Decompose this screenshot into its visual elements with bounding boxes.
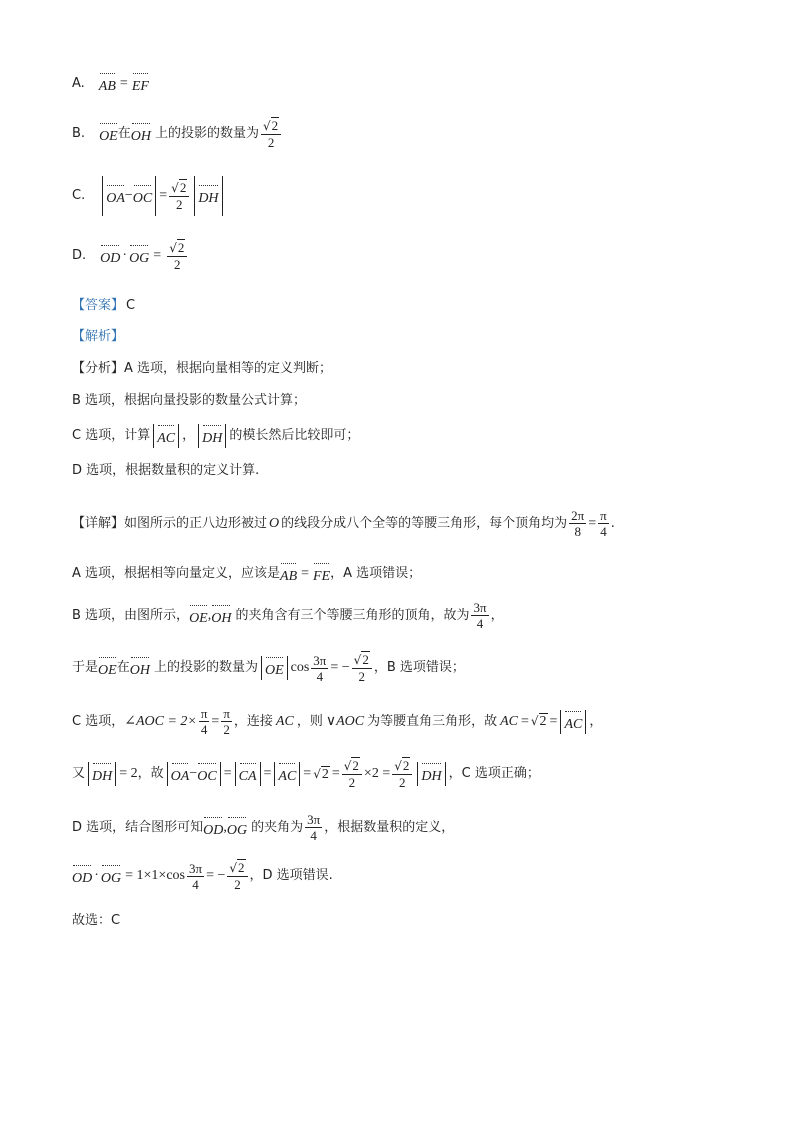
vector-fe: FE — [313, 562, 330, 586]
fenxi-line-1 — [72, 360, 332, 378]
vector-od: OD — [72, 864, 92, 888]
equals: = — [153, 248, 162, 263]
vector-dh: DH — [92, 762, 112, 786]
vector-dh: DH — [198, 184, 218, 208]
text: ，B 选项错误； — [373, 660, 465, 675]
fraction: $\frac{√2}{2}$ — [227, 860, 247, 892]
cos: cos — [290, 660, 310, 675]
vector-ef: EF — [132, 72, 149, 96]
equals: = — [588, 515, 597, 531]
text: ，根据数量积的定义， — [324, 819, 455, 835]
text: 为等腰直角三角形，故 — [367, 713, 498, 729]
text: ，连接 — [233, 713, 273, 729]
fraction: $\frac{\pi}{2}$ — [223, 706, 230, 737]
absolute-value — [153, 424, 179, 448]
vector-ac: AC — [564, 710, 582, 734]
equals: = — [119, 76, 128, 91]
text: 于是 — [72, 660, 99, 675]
text: B 选项，由图所示， — [72, 607, 190, 623]
text: C 选项，计算 — [72, 428, 151, 443]
final-answer — [72, 912, 120, 930]
vector-og: OG — [227, 816, 247, 840]
vector-oh: OH — [211, 604, 231, 628]
detail-line-f: D 选项，结合图形可知 OD , OG 的夹角为 $\frac{3\pi}{4}$ ，根据数量积的定义， — [72, 812, 455, 843]
denominator: 2 — [174, 257, 181, 272]
vector-oh: OH — [130, 656, 150, 680]
fraction: $\frac{√2}{2}$ — [261, 118, 281, 150]
detail-line-d: C 选项， ∠AOC = 2× $\frac{\pi}{4}$ = $\frac{\pi}{2}$ ，连接 AC ，则 ∨AOC 为等腰直角三角形，故 AC = √2 = AC ， — [72, 706, 603, 737]
vector-oe: OE — [189, 604, 208, 628]
detail-line-a — [72, 562, 421, 586]
text: 的夹角为 — [251, 819, 304, 835]
vector-ca: CA — [239, 762, 257, 786]
denominator: 2 — [267, 135, 275, 150]
text: ，A 选项错误； — [330, 566, 422, 581]
answer-line — [72, 297, 135, 315]
text: ，C 选项正确； — [448, 766, 540, 781]
text: 的模长然后比较即可； — [229, 428, 360, 443]
fraction: $\frac{√2}{2}$ — [352, 652, 372, 684]
text: 的夹角含有三个等腰三角形的顶角，故为 — [235, 607, 470, 623]
answer-tag: 【答案】 — [72, 298, 125, 313]
radicand: 2 — [179, 180, 187, 195]
radicand: 2 — [271, 118, 279, 133]
vector-od: OD — [203, 816, 223, 840]
option-b — [72, 118, 283, 150]
answer-value: C — [126, 298, 136, 313]
vector-ac: AC — [157, 424, 175, 448]
fenxi-line-2 — [72, 392, 306, 410]
vector-oh: OH — [131, 122, 151, 146]
vector-oe: OE — [98, 656, 117, 680]
vector-ab: AB — [280, 562, 297, 586]
fraction: $\frac{3\pi}{4}$ — [313, 652, 327, 684]
option-d — [72, 240, 189, 272]
vector-oa: OA — [171, 762, 190, 786]
text: C 选项， — [72, 713, 125, 729]
point-o: O — [269, 515, 280, 531]
fraction: $\frac{3\pi}{4}$ — [473, 600, 487, 631]
text: 的线段分成八个全等的等腰三角形，每个顶角均为 — [281, 515, 568, 531]
dot: · — [122, 248, 128, 263]
text: ， — [182, 428, 196, 443]
option-c — [72, 176, 226, 216]
option-a — [72, 72, 149, 96]
absolute-value — [194, 176, 222, 216]
text: 在 — [117, 126, 131, 141]
absolute-value — [102, 176, 156, 216]
text: ，则 — [296, 713, 323, 729]
angle-aoc: ∠AOC = 2× — [124, 713, 197, 729]
fraction: $\frac{2\pi}{8}$ — [571, 508, 585, 539]
equals: = — [159, 188, 168, 203]
fraction: $\frac{\pi}{4}$ — [600, 508, 607, 539]
text: A 选项，根据相等向量定义，应该是 — [72, 566, 281, 581]
fraction: $\frac{3\pi}{4}$ — [189, 860, 203, 892]
text: 上的投影的数量为 — [153, 660, 258, 675]
option-label: C. — [72, 188, 86, 203]
vector-og: OG — [129, 244, 149, 268]
absolute-value — [261, 656, 288, 680]
text: 上的投影的数量为 — [154, 126, 259, 141]
absolute-value — [560, 710, 586, 734]
vector-dh: DH — [202, 424, 222, 448]
fenxi-tag: 【分析】 — [72, 361, 125, 376]
vector-oc: OC — [133, 184, 152, 208]
minus: − — [124, 188, 133, 203]
text: 如图所示的正八边形被过 — [124, 515, 268, 531]
fraction: $\frac{√2}{2}$ — [169, 180, 189, 212]
vector-dh: DH — [421, 762, 441, 786]
fraction: $\frac{3\pi}{4}$ — [307, 812, 321, 843]
fraction: $\frac{√2}{2}$ — [167, 240, 187, 272]
option-label: A. — [72, 76, 85, 91]
text: 在 — [116, 660, 130, 675]
vector-oc: OC — [197, 762, 216, 786]
text: ， — [490, 607, 504, 623]
equals: = — [301, 566, 310, 581]
text: ，D 选项错误. — [249, 868, 333, 883]
text: 故选：C — [72, 913, 121, 928]
fenxi-line-3 — [72, 424, 359, 448]
fraction: $\frac{\pi}{4}$ — [200, 706, 208, 737]
detail-line-g: OD · OG = 1×1×cos $\frac{3\pi}{4}$ = − $\frac{√2}{2}$ ，D 选项错误. — [72, 860, 333, 892]
option-label: B. — [72, 126, 86, 141]
text: ，故 — [137, 766, 164, 781]
detail-line-c: 于是 OE 在 OH 上的投影的数量为 OE cos $\frac{3\pi}{4}$ = − $\frac{√2}{2}$ ，B 选项错误； — [72, 652, 465, 684]
text: B 选项，根据向量投影的数量公式计算； — [72, 393, 307, 408]
vector-od: OD — [100, 244, 120, 268]
vector-ab: AB — [99, 72, 116, 96]
text: . — [610, 515, 615, 531]
vector-og: OG — [101, 864, 121, 888]
detail-line-e: 又 DH = 2 ，故 OA − OC = CA = AC = √2 = $\frac{√2}{2}$ ×2 = $\frac{√2}{2}$ DH ，C 选项正确； — [72, 758, 540, 790]
text: ， — [589, 713, 603, 729]
fenxi-line-4 — [72, 462, 259, 480]
detail-tag: 【详解】 — [72, 515, 125, 531]
denominator: 2 — [175, 197, 183, 212]
text: D 选项，根据数量积的定义计算. — [72, 463, 260, 478]
option-label: D. — [72, 248, 87, 263]
vector-ac: AC — [278, 762, 296, 786]
text: A 选项，根据向量相等的定义判断； — [124, 361, 333, 376]
detail-line-1 — [72, 508, 615, 539]
vector-oe: OE — [265, 656, 284, 680]
text: D 选项，结合图形可知 — [72, 819, 204, 835]
text: 又 — [72, 766, 86, 781]
absolute-value — [198, 424, 226, 448]
analysis-line — [72, 328, 124, 346]
detail-line-b: B 选项，由图所示， OE , OH 的夹角含有三个等腰三角形的顶角，故为 $\frac{3\pi}{4}$ ， — [72, 600, 504, 631]
analysis-tag: 【解析】 — [72, 329, 125, 344]
radicand: 2 — [177, 240, 185, 255]
vector-oa: OA — [106, 184, 125, 208]
vector-oe: OE — [99, 122, 118, 146]
